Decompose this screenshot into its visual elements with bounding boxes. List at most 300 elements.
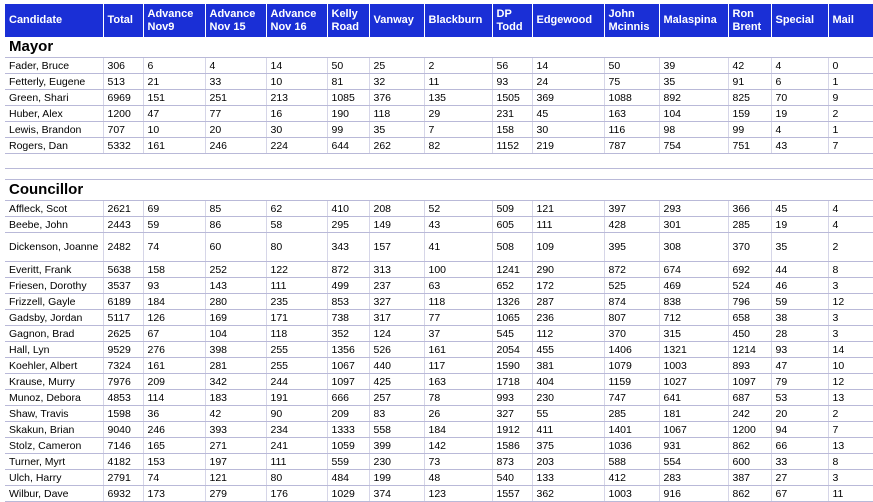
vote-count-cell: 600 xyxy=(728,454,771,470)
vote-count-cell: 375 xyxy=(532,438,604,454)
vote-count-cell: 8 xyxy=(828,262,873,278)
candidate-name-cell: Lewis, Brandon xyxy=(5,122,103,138)
vote-count-cell: 50 xyxy=(604,58,659,74)
vote-count-cell: 66 xyxy=(771,438,828,454)
vote-count-cell: 308 xyxy=(659,233,728,262)
table-row xyxy=(5,90,873,106)
vote-count-cell: 45 xyxy=(532,106,604,122)
vote-count-cell: 369 xyxy=(532,90,604,106)
table-row xyxy=(5,358,873,374)
vote-count-cell: 242 xyxy=(728,406,771,422)
vote-count-cell: 1401 xyxy=(604,422,659,438)
vote-count-cell: 171 xyxy=(266,310,327,326)
vote-count-cell: 48 xyxy=(424,470,492,486)
vote-count-cell: 118 xyxy=(424,294,492,310)
candidate-name-cell: Huber, Alex xyxy=(5,106,103,122)
vote-count-cell: 142 xyxy=(424,438,492,454)
vote-count-cell: 2 xyxy=(828,233,873,262)
candidate-name-cell: Rogers, Dan xyxy=(5,138,103,154)
vote-count-cell: 184 xyxy=(143,294,205,310)
spacer-cell xyxy=(5,154,873,169)
vote-count-cell: 69 xyxy=(143,201,205,217)
vote-count-cell: 1326 xyxy=(492,294,532,310)
vote-count-cell: 43 xyxy=(424,217,492,233)
header-total: Total xyxy=(103,4,143,37)
vote-count-cell: 525 xyxy=(604,278,659,294)
vote-count-cell: 892 xyxy=(659,90,728,106)
vote-count-cell: 787 xyxy=(604,138,659,154)
vote-count-cell: 104 xyxy=(659,106,728,122)
vote-count-cell: 63 xyxy=(424,278,492,294)
vote-count-cell: 30 xyxy=(532,122,604,138)
vote-count-cell: 42 xyxy=(728,58,771,74)
header-candidate: Candidate xyxy=(5,4,103,37)
section-councillor xyxy=(5,180,873,201)
vote-count-cell: 352 xyxy=(327,326,369,342)
vote-count-cell: 872 xyxy=(327,262,369,278)
candidate-name-cell: Beebe, John xyxy=(5,217,103,233)
vote-count-cell: 230 xyxy=(532,390,604,406)
vote-count-cell: 213 xyxy=(266,90,327,106)
candidate-name-cell: Munoz, Debora xyxy=(5,390,103,406)
table-row xyxy=(5,217,873,233)
results-table-container xyxy=(5,4,865,502)
vote-count-cell: 241 xyxy=(266,438,327,454)
vote-count-cell: 652 xyxy=(492,278,532,294)
vote-count-cell: 91 xyxy=(728,74,771,90)
vote-count-cell: 163 xyxy=(604,106,659,122)
vote-count-cell: 1159 xyxy=(604,374,659,390)
vote-count-cell: 327 xyxy=(369,294,424,310)
candidate-name-cell: Skakun, Brian xyxy=(5,422,103,438)
vote-count-cell: 2443 xyxy=(103,217,143,233)
vote-count-cell: 412 xyxy=(604,470,659,486)
candidate-name-cell: Friesen, Dorothy xyxy=(5,278,103,294)
vote-count-cell: 85 xyxy=(205,201,266,217)
vote-count-cell: 287 xyxy=(532,294,604,310)
header-advance-nov9: Advance Nov9 xyxy=(143,4,205,37)
vote-count-cell: 2791 xyxy=(103,470,143,486)
vote-count-cell: 4 xyxy=(771,122,828,138)
candidate-name-cell: Turner, Myrt xyxy=(5,454,103,470)
vote-count-cell: 545 xyxy=(492,326,532,342)
vote-count-cell: 893 xyxy=(728,358,771,374)
vote-count-cell: 43 xyxy=(771,138,828,154)
vote-count-cell: 370 xyxy=(728,233,771,262)
vote-count-cell: 257 xyxy=(369,390,424,406)
spacer-row xyxy=(5,169,873,180)
vote-count-cell: 285 xyxy=(728,217,771,233)
vote-count-cell: 271 xyxy=(205,438,266,454)
vote-count-cell: 47 xyxy=(143,106,205,122)
vote-count-cell: 1200 xyxy=(103,106,143,122)
vote-count-cell: 112 xyxy=(532,326,604,342)
vote-count-cell: 425 xyxy=(369,374,424,390)
vote-count-cell: 231 xyxy=(492,106,532,122)
vote-count-cell: 79 xyxy=(771,374,828,390)
vote-count-cell: 1065 xyxy=(492,310,532,326)
vote-count-cell: 183 xyxy=(205,390,266,406)
header-john-mcinnis: John Mcinnis xyxy=(604,4,659,37)
vote-count-cell: 21 xyxy=(143,74,205,90)
candidate-name-cell: Green, Shari xyxy=(5,90,103,106)
vote-count-cell: 163 xyxy=(424,374,492,390)
vote-count-cell: 1 xyxy=(828,122,873,138)
vote-count-cell: 1067 xyxy=(659,422,728,438)
vote-count-cell: 317 xyxy=(369,310,424,326)
vote-count-cell: 123 xyxy=(424,486,492,502)
vote-count-cell: 2 xyxy=(828,106,873,122)
vote-count-cell: 56 xyxy=(492,58,532,74)
vote-count-cell: 81 xyxy=(327,74,369,90)
header-row xyxy=(5,4,873,37)
header-ron-brent: Ron Brent xyxy=(728,4,771,37)
vote-count-cell: 2621 xyxy=(103,201,143,217)
vote-count-cell: 395 xyxy=(604,233,659,262)
vote-count-cell: 327 xyxy=(492,406,532,422)
vote-count-cell: 74 xyxy=(143,233,205,262)
vote-count-cell: 7 xyxy=(828,138,873,154)
vote-count-cell: 53 xyxy=(771,390,828,406)
vote-count-cell: 122 xyxy=(266,262,327,278)
vote-count-cell: 44 xyxy=(771,262,828,278)
table-row xyxy=(5,326,873,342)
section-mayor xyxy=(5,37,873,58)
vote-count-cell: 410 xyxy=(327,201,369,217)
vote-count-cell: 559 xyxy=(327,454,369,470)
vote-count-cell: 111 xyxy=(532,217,604,233)
vote-count-cell: 1003 xyxy=(659,358,728,374)
vote-count-cell: 262 xyxy=(369,138,424,154)
vote-count-cell: 3 xyxy=(828,310,873,326)
vote-count-cell: 343 xyxy=(327,233,369,262)
vote-count-cell: 853 xyxy=(327,294,369,310)
vote-count-cell: 143 xyxy=(205,278,266,294)
vote-count-cell: 1557 xyxy=(492,486,532,502)
vote-count-cell: 362 xyxy=(532,486,604,502)
vote-count-cell: 2 xyxy=(424,58,492,74)
vote-count-cell: 135 xyxy=(424,90,492,106)
vote-count-cell: 2625 xyxy=(103,326,143,342)
section-title: Mayor xyxy=(5,37,873,58)
vote-count-cell: 184 xyxy=(424,422,492,438)
table-row xyxy=(5,438,873,454)
table-row xyxy=(5,470,873,486)
vote-count-cell: 1085 xyxy=(327,90,369,106)
vote-count-cell: 161 xyxy=(143,138,205,154)
vote-count-cell: 157 xyxy=(369,233,424,262)
table-row xyxy=(5,406,873,422)
vote-count-cell: 469 xyxy=(659,278,728,294)
vote-count-cell: 33 xyxy=(771,454,828,470)
vote-count-cell: 75 xyxy=(604,74,659,90)
vote-count-cell: 30 xyxy=(266,122,327,138)
vote-count-cell: 83 xyxy=(369,406,424,422)
vote-count-cell: 45 xyxy=(771,201,828,217)
vote-count-cell: 191 xyxy=(266,390,327,406)
candidate-name-cell: Dickenson, Joanne xyxy=(5,233,103,262)
vote-count-cell: 165 xyxy=(143,438,205,454)
vote-count-cell: 540 xyxy=(492,470,532,486)
vote-count-cell: 14 xyxy=(532,58,604,74)
vote-count-cell: 276 xyxy=(143,342,205,358)
header-vanway: Vanway xyxy=(369,4,424,37)
vote-count-cell: 12 xyxy=(828,294,873,310)
vote-count-cell: 5117 xyxy=(103,310,143,326)
vote-count-cell: 7324 xyxy=(103,358,143,374)
vote-count-cell: 411 xyxy=(532,422,604,438)
vote-count-cell: 33 xyxy=(205,74,266,90)
vote-count-cell: 62 xyxy=(266,201,327,217)
vote-count-cell: 151 xyxy=(143,90,205,106)
table-header xyxy=(5,4,873,37)
vote-count-cell: 52 xyxy=(424,201,492,217)
vote-count-cell: 82 xyxy=(424,138,492,154)
candidate-name-cell: Shaw, Travis xyxy=(5,406,103,422)
vote-count-cell: 219 xyxy=(532,138,604,154)
header-dp-todd: DP Todd xyxy=(492,4,532,37)
vote-count-cell: 28 xyxy=(771,326,828,342)
vote-count-cell: 58 xyxy=(266,217,327,233)
vote-count-cell: 838 xyxy=(659,294,728,310)
vote-count-cell: 455 xyxy=(532,342,604,358)
vote-count-cell: 712 xyxy=(659,310,728,326)
vote-count-cell: 126 xyxy=(143,310,205,326)
vote-count-cell: 37 xyxy=(424,326,492,342)
vote-count-cell: 1029 xyxy=(327,486,369,502)
vote-count-cell: 172 xyxy=(532,278,604,294)
vote-count-cell: 1097 xyxy=(728,374,771,390)
vote-count-cell: 99 xyxy=(728,122,771,138)
vote-count-cell: 5332 xyxy=(103,138,143,154)
vote-count-cell: 80 xyxy=(266,470,327,486)
vote-count-cell: 199 xyxy=(369,470,424,486)
vote-count-cell: 7976 xyxy=(103,374,143,390)
table-row xyxy=(5,74,873,90)
vote-count-cell: 751 xyxy=(728,138,771,154)
vote-count-cell: 6932 xyxy=(103,486,143,502)
vote-count-cell: 190 xyxy=(327,106,369,122)
vote-count-cell: 342 xyxy=(205,374,266,390)
vote-count-cell: 1590 xyxy=(492,358,532,374)
vote-count-cell: 605 xyxy=(492,217,532,233)
vote-count-cell: 754 xyxy=(659,138,728,154)
vote-count-cell: 524 xyxy=(728,278,771,294)
header-advance-nov15: Advance Nov 15 xyxy=(205,4,266,37)
table-body xyxy=(5,37,873,502)
vote-count-cell: 4 xyxy=(771,58,828,74)
candidate-name-cell: Hall, Lyn xyxy=(5,342,103,358)
vote-count-cell: 509 xyxy=(492,201,532,217)
vote-count-cell: 121 xyxy=(205,470,266,486)
vote-count-cell: 1912 xyxy=(492,422,532,438)
vote-count-cell: 1088 xyxy=(604,90,659,106)
table-row xyxy=(5,233,873,262)
vote-count-cell: 499 xyxy=(327,278,369,294)
vote-count-cell: 159 xyxy=(728,106,771,122)
vote-count-cell: 237 xyxy=(369,278,424,294)
vote-count-cell: 153 xyxy=(143,454,205,470)
vote-count-cell: 1598 xyxy=(103,406,143,422)
vote-count-cell: 687 xyxy=(728,390,771,406)
vote-count-cell: 1241 xyxy=(492,262,532,278)
vote-count-cell: 931 xyxy=(659,438,728,454)
vote-count-cell: 2054 xyxy=(492,342,532,358)
vote-count-cell: 93 xyxy=(492,74,532,90)
vote-count-cell: 399 xyxy=(369,438,424,454)
vote-count-cell: 554 xyxy=(659,454,728,470)
vote-count-cell: 10 xyxy=(828,358,873,374)
vote-count-cell: 234 xyxy=(266,422,327,438)
vote-count-cell: 173 xyxy=(143,486,205,502)
table-row xyxy=(5,106,873,122)
vote-count-cell: 366 xyxy=(728,201,771,217)
vote-count-cell: 116 xyxy=(604,122,659,138)
candidate-name-cell: Koehler, Albert xyxy=(5,358,103,374)
vote-count-cell: 1200 xyxy=(728,422,771,438)
vote-count-cell: 35 xyxy=(771,233,828,262)
vote-count-cell: 13 xyxy=(828,438,873,454)
vote-count-cell: 381 xyxy=(532,358,604,374)
vote-count-cell: 14 xyxy=(266,58,327,74)
vote-count-cell: 11 xyxy=(828,486,873,502)
vote-count-cell: 117 xyxy=(424,358,492,374)
vote-count-cell: 1152 xyxy=(492,138,532,154)
vote-count-cell: 80 xyxy=(266,233,327,262)
vote-count-cell: 77 xyxy=(205,106,266,122)
vote-count-cell: 60 xyxy=(205,233,266,262)
vote-count-cell: 1036 xyxy=(604,438,659,454)
vote-count-cell: 306 xyxy=(103,58,143,74)
vote-count-cell: 692 xyxy=(728,262,771,278)
vote-count-cell: 398 xyxy=(205,342,266,358)
vote-count-cell: 370 xyxy=(604,326,659,342)
vote-count-cell: 93 xyxy=(771,342,828,358)
header-advance-nov16: Advance Nov 16 xyxy=(266,4,327,37)
vote-count-cell: 862 xyxy=(728,486,771,502)
candidate-name-cell: Krause, Murry xyxy=(5,374,103,390)
vote-count-cell: 39 xyxy=(659,58,728,74)
table-row xyxy=(5,486,873,502)
table-row xyxy=(5,454,873,470)
vote-count-cell: 1406 xyxy=(604,342,659,358)
vote-count-cell: 862 xyxy=(728,438,771,454)
vote-count-cell: 4 xyxy=(828,217,873,233)
vote-count-cell: 295 xyxy=(327,217,369,233)
candidate-name-cell: Fader, Bruce xyxy=(5,58,103,74)
vote-count-cell: 0 xyxy=(828,58,873,74)
candidate-name-cell: Everitt, Frank xyxy=(5,262,103,278)
vote-count-cell: 1059 xyxy=(327,438,369,454)
vote-count-cell: 29 xyxy=(424,106,492,122)
election-results-table xyxy=(5,4,873,502)
candidate-name-cell: Ulch, Harry xyxy=(5,470,103,486)
vote-count-cell: 98 xyxy=(659,122,728,138)
vote-count-cell: 3 xyxy=(828,326,873,342)
vote-count-cell: 588 xyxy=(604,454,659,470)
vote-count-cell: 158 xyxy=(143,262,205,278)
vote-count-cell: 118 xyxy=(266,326,327,342)
vote-count-cell: 11 xyxy=(424,74,492,90)
vote-count-cell: 124 xyxy=(369,326,424,342)
vote-count-cell: 50 xyxy=(327,58,369,74)
vote-count-cell: 67 xyxy=(771,486,828,502)
vote-count-cell: 1505 xyxy=(492,90,532,106)
section-title: Councillor xyxy=(5,180,873,201)
vote-count-cell: 281 xyxy=(205,358,266,374)
vote-count-cell: 70 xyxy=(771,90,828,106)
vote-count-cell: 67 xyxy=(143,326,205,342)
vote-count-cell: 55 xyxy=(532,406,604,422)
vote-count-cell: 313 xyxy=(369,262,424,278)
vote-count-cell: 6 xyxy=(143,58,205,74)
vote-count-cell: 9529 xyxy=(103,342,143,358)
vote-count-cell: 244 xyxy=(266,374,327,390)
header-malaspina: Malaspina xyxy=(659,4,728,37)
vote-count-cell: 1003 xyxy=(604,486,659,502)
vote-count-cell: 4 xyxy=(828,201,873,217)
vote-count-cell: 25 xyxy=(369,58,424,74)
candidate-name-cell: Frizzell, Gayle xyxy=(5,294,103,310)
vote-count-cell: 78 xyxy=(424,390,492,406)
table-row xyxy=(5,342,873,358)
vote-count-cell: 114 xyxy=(143,390,205,406)
vote-count-cell: 747 xyxy=(604,390,659,406)
vote-count-cell: 4853 xyxy=(103,390,143,406)
table-row xyxy=(5,374,873,390)
vote-count-cell: 674 xyxy=(659,262,728,278)
table-row xyxy=(5,122,873,138)
vote-count-cell: 109 xyxy=(532,233,604,262)
vote-count-cell: 181 xyxy=(659,406,728,422)
vote-count-cell: 6969 xyxy=(103,90,143,106)
vote-count-cell: 252 xyxy=(205,262,266,278)
vote-count-cell: 508 xyxy=(492,233,532,262)
vote-count-cell: 7 xyxy=(828,422,873,438)
vote-count-cell: 3 xyxy=(828,470,873,486)
candidate-name-cell: Fetterly, Eugene xyxy=(5,74,103,90)
vote-count-cell: 230 xyxy=(369,454,424,470)
vote-count-cell: 658 xyxy=(728,310,771,326)
vote-count-cell: 1321 xyxy=(659,342,728,358)
vote-count-cell: 100 xyxy=(424,262,492,278)
vote-count-cell: 8 xyxy=(828,454,873,470)
vote-count-cell: 376 xyxy=(369,90,424,106)
table-row xyxy=(5,278,873,294)
vote-count-cell: 450 xyxy=(728,326,771,342)
vote-count-cell: 13 xyxy=(828,390,873,406)
vote-count-cell: 873 xyxy=(492,454,532,470)
vote-count-cell: 2482 xyxy=(103,233,143,262)
vote-count-cell: 121 xyxy=(532,201,604,217)
candidate-name-cell: Affleck, Scot xyxy=(5,201,103,217)
vote-count-cell: 374 xyxy=(369,486,424,502)
vote-count-cell: 5638 xyxy=(103,262,143,278)
vote-count-cell: 133 xyxy=(532,470,604,486)
vote-count-cell: 224 xyxy=(266,138,327,154)
vote-count-cell: 1079 xyxy=(604,358,659,374)
vote-count-cell: 387 xyxy=(728,470,771,486)
vote-count-cell: 35 xyxy=(369,122,424,138)
vote-count-cell: 3 xyxy=(828,278,873,294)
vote-count-cell: 293 xyxy=(659,201,728,217)
header-mail: Mail xyxy=(828,4,873,37)
vote-count-cell: 24 xyxy=(532,74,604,90)
vote-count-cell: 246 xyxy=(143,422,205,438)
vote-count-cell: 397 xyxy=(604,201,659,217)
vote-count-cell: 47 xyxy=(771,358,828,374)
vote-count-cell: 161 xyxy=(143,358,205,374)
